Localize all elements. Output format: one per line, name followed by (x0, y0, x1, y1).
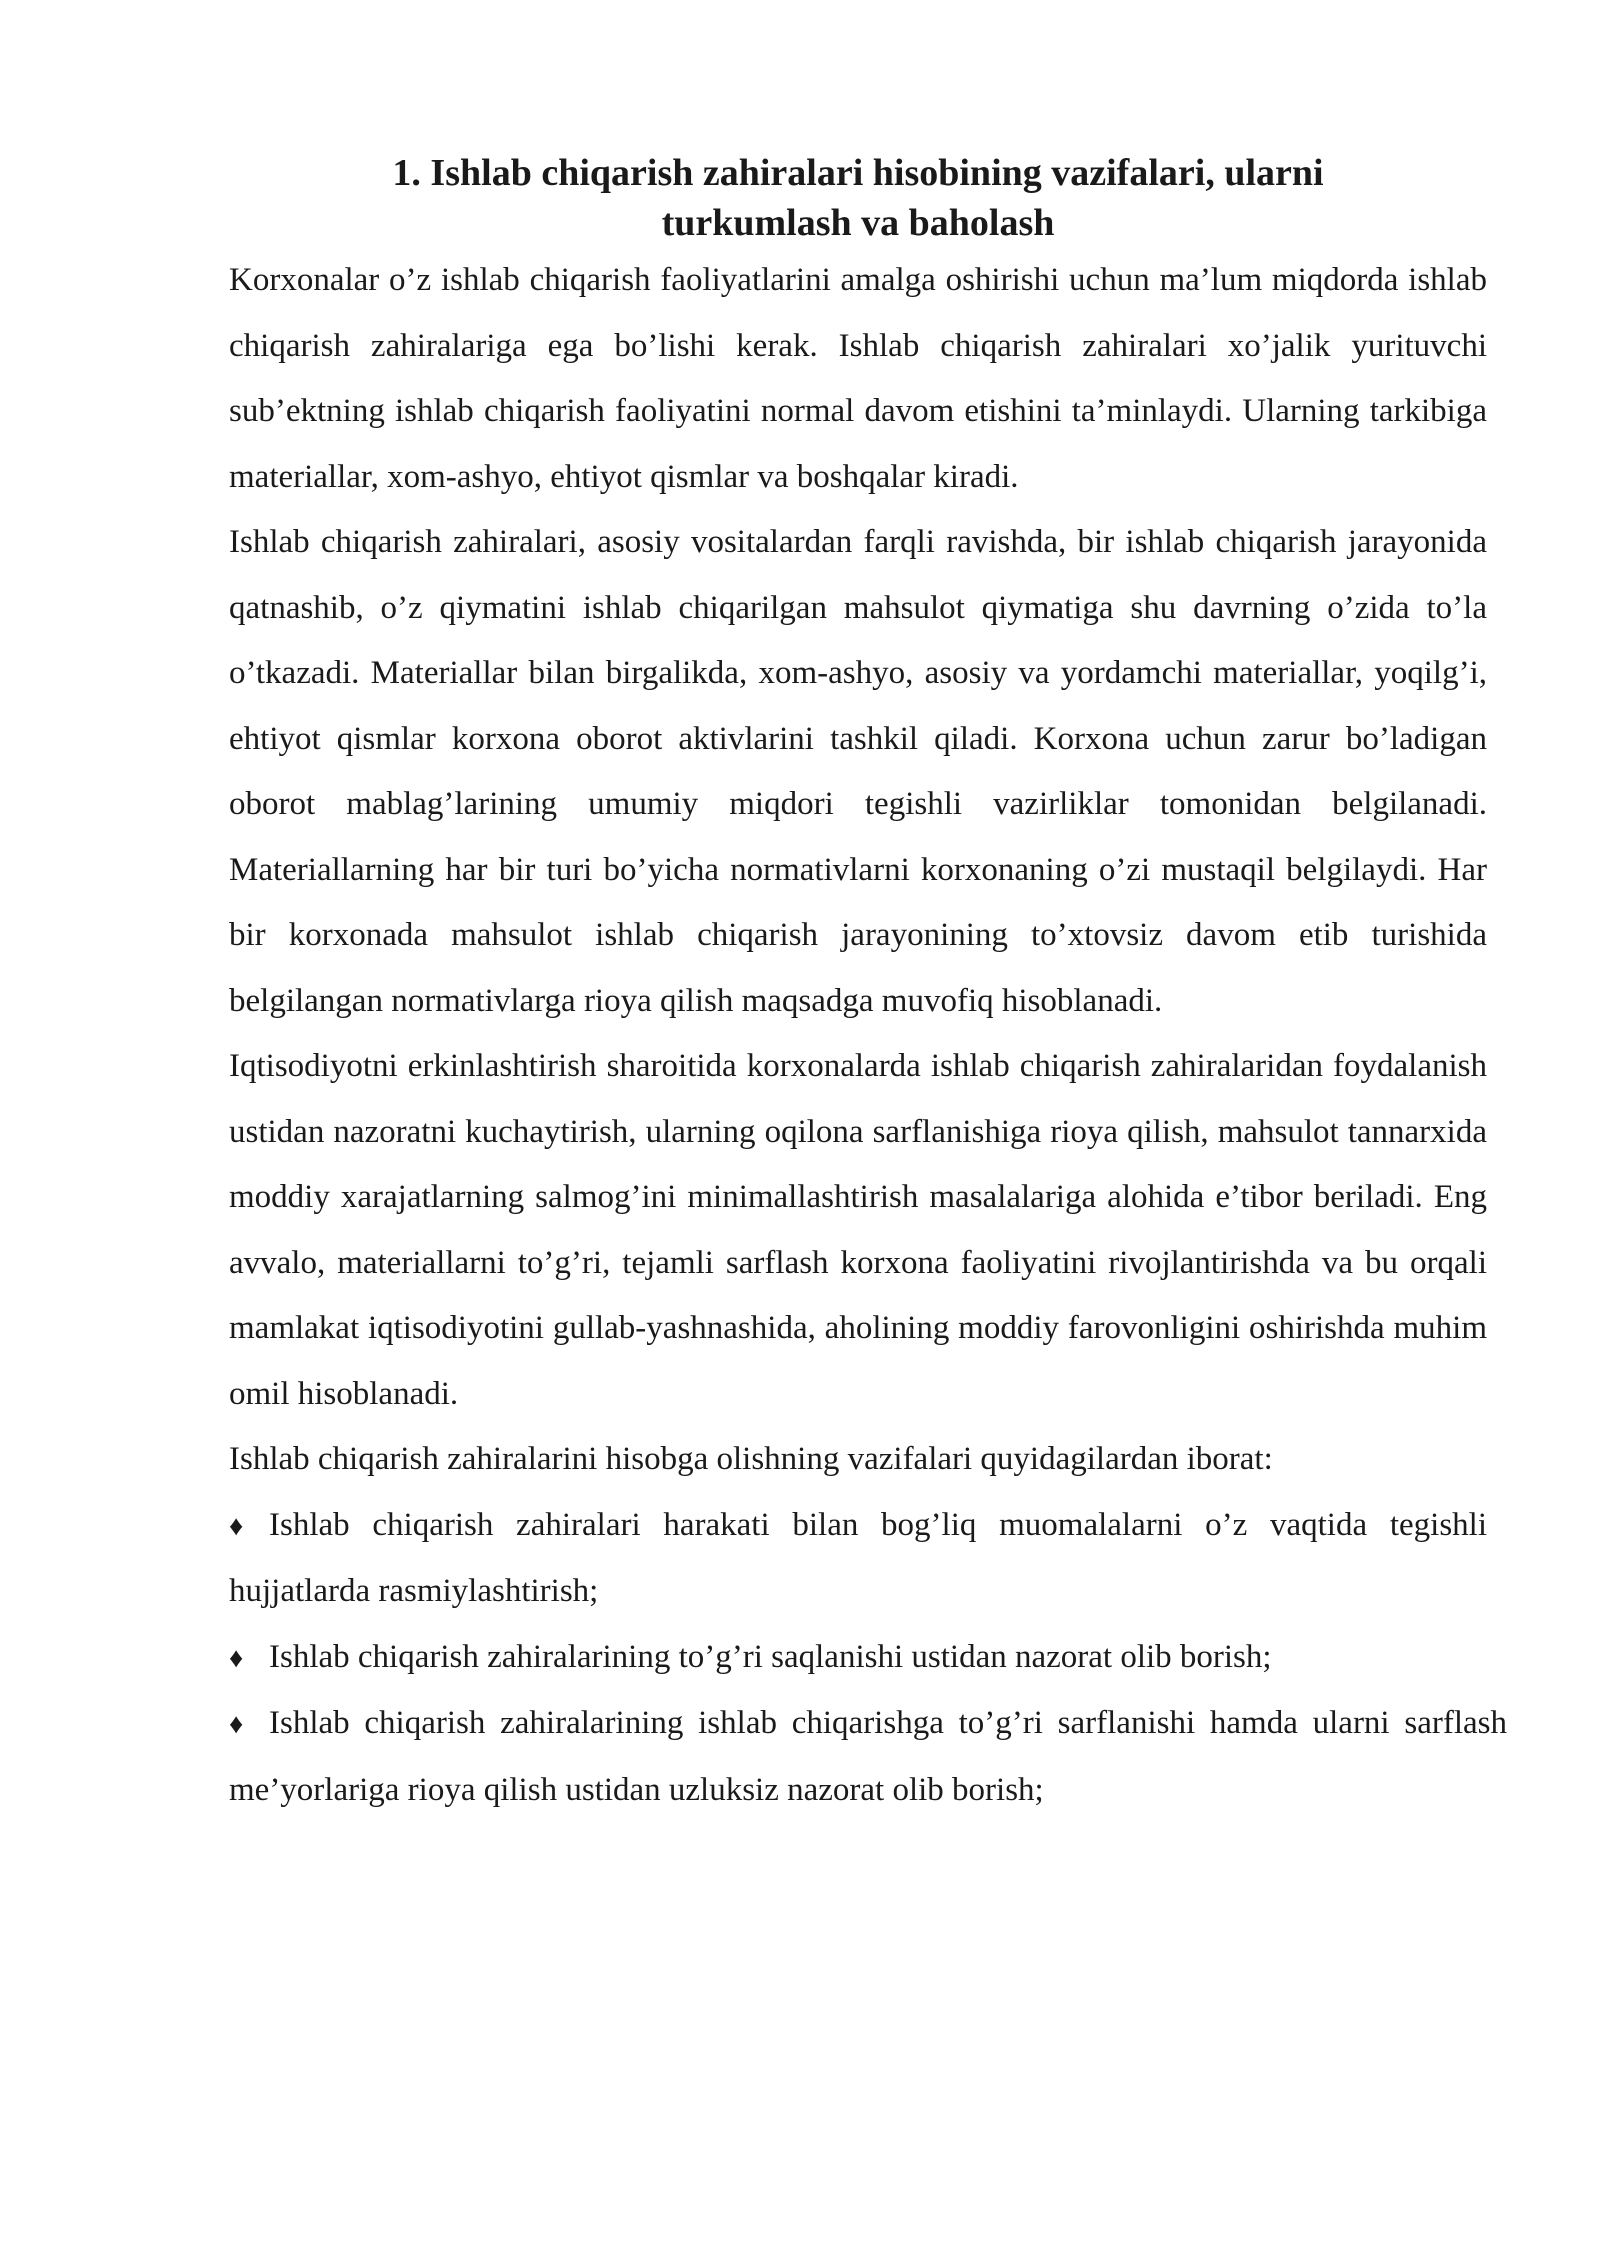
section-title-line-2: turkumlash va baholash (661, 202, 1055, 244)
list-item (229, 1493, 1487, 1625)
document-body (229, 148, 1507, 1823)
list-item (229, 1691, 1507, 1823)
section-title-line-1: 1. Ishlab chiqarish zahiralari hisobining vazifalari, ularni (392, 152, 1324, 194)
section-title (229, 148, 1487, 248)
paragraph-2: Ishlab chiqarish zahiralari, asosiy vositalardan farqli ravishda, bir ishlab chiqarish jarayonida qatnashib, o’z qiymatini ishlab chiqarilgan mahsulot qiymatiga shu davrning o’zida to’la o’tkazadi. Materiallar bilan birgalikda, xom-ashyo, asosiy va yordamchi materiallar, yoqilg’i, ehtiyot qismlar korxona oborot aktivlarini tashkil qiladi. Korxona uchun zarur bo’ladigan oborot mablag’larining umumiy miqdori tegishli vazirliklar tomonidan belgilanadi. Materiallarning har bir turi bo’yicha normativlarni korxonaning o’zi mustaqil belgilaydi. Har bir korxonada mahsulot ishlab chiqarish jarayonining to’xtovsiz davom etib turishida belgilangan normativlarga rioya qilish maqsadga muvofiq hisoblanadi. (229, 524, 1487, 1019)
list-item-text: Ishlab chiqarish zahiralarining to’g’ri saqlanishi ustidan nazorat olib borish; (269, 1638, 1272, 1675)
paragraph-4: Ishlab chiqarish zahiralarini hisobga olishning vazifalari quyidagilardan iborat: (229, 1441, 1273, 1477)
list-item (229, 1625, 1487, 1692)
list-item-text: Ishlab chiqarish zahiralarining ishlab chiqarishga to’g’ri sarflanishi hamda ularni sarflash me’yorlariga rioya qilish ustidan uzluksiz nazorat olib borish; (229, 1705, 1507, 1808)
diamond-bullet-icon: ♦ (229, 1642, 244, 1674)
diamond-bullet-icon: ♦ (229, 1709, 244, 1740)
diamond-bullet-icon: ♦ (229, 1510, 244, 1542)
list-item-text: Ishlab chiqarish zahiralari harakati bilan bog’liq muomalalarni o’z vaqtida tegishli hujjatlarda rasmiylashtirish; (229, 1506, 1487, 1609)
paragraph-3: Iqtisodiyotni erkinlashtirish sharoitida korxonalarda ishlab chiqarish zahiralaridan foydalanish ustidan nazoratni kuchaytirish, ularning oqilona sarflanishiga rioya qilish, mahsulot tannarxida moddiy xarajatlarning salmog’ini minimallashtirish masalalariga alohida e’tibor beriladi. Eng avvalo, materiallarni to’g’ri, tejamli sarflash korxona faoliyatini rivojlantirishda va bu orqali mamlakat iqtisodiyotini gullab-yashnashida, aholining moddiy farovonligini oshirishda muhim omil hisoblanadi. (229, 1048, 1487, 1412)
paragraph-1: Korxonalar o’z ishlab chiqarish faoliyatlarini amalga oshirishi uchun ma’lum miqdorda ishlab chiqarish zahiralariga ega bo’lishi kerak. Ishlab chiqarish zahiralari xo’jalik yurituvchi sub’ektning ishlab chiqarish faoliyatini normal davom etishini ta’minlaydi. Ularning tarkibiga materiallar, xom-ashyo, ehtiyot qismlar va boshqalar kiradi. (229, 262, 1487, 495)
